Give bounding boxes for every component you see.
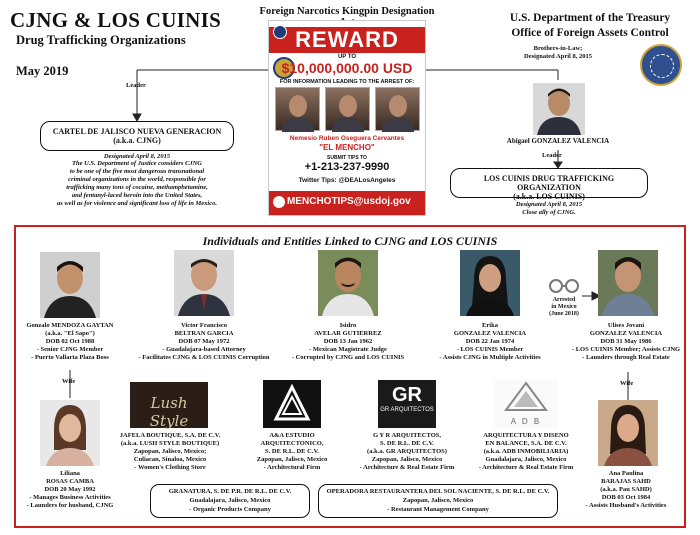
cjng-desc-line: trafficking many tons of cocaine, methamphetamine,	[66, 184, 208, 191]
person-caption-liliana	[0, 470, 140, 510]
brothers-line: Brothers-in-Law;	[533, 45, 583, 52]
agency-name: U.S. Department of the Treasury	[509, 12, 671, 24]
caption-line: S. DE R.L. DE C.V.	[380, 440, 434, 447]
tips-phone: +1-213-237-9990	[304, 161, 390, 173]
caption-line: DOB 02 Oct 1988	[45, 338, 95, 345]
aa-estudio-logo	[263, 380, 321, 428]
los-cuinis-box-alias: (a.k.a. LOS CUINIS)	[513, 192, 585, 201]
designation-act: Foreign Narcotics Kingpin Designation	[259, 6, 435, 17]
handcuffs-icon	[548, 277, 580, 295]
suspect-name: Nemesio Ruben Oseguera Cervantes	[289, 135, 405, 142]
panel-title: Individuals and Entities Linked to CJNG and LOS CUINIS	[202, 234, 498, 248]
box-line: - Organic Products Company	[189, 506, 271, 513]
caption-line: (a.k.a. "El Sapo")	[45, 330, 95, 337]
suspect-photo	[375, 87, 420, 131]
caption-line: - Assists Husband's Activities	[585, 502, 667, 509]
caption-line: (a.k.a. GR ARQUITECTOS)	[367, 448, 447, 455]
tips-twitter: Twitter Tips: @DEALosAngeles	[298, 177, 396, 184]
caption-line: ARQUITECTONICO,	[260, 440, 324, 447]
suspect-photo	[325, 87, 370, 131]
isidro-photo	[318, 250, 378, 316]
caption-line: GONZALEZ VALENCIA	[589, 330, 663, 337]
gr-logo-mark: GR	[392, 384, 422, 406]
person-caption-isidro	[278, 322, 418, 362]
los-cuinis-leader-label: Leader	[542, 152, 562, 159]
caption-line: - Architecture & Real Estate Firm	[359, 464, 455, 471]
person-caption-victor	[134, 322, 274, 362]
los-cuinis-organization-box	[450, 168, 648, 201]
gr-arquitectos-logo	[378, 380, 436, 428]
caption-line: - Guadalajara-based Attorney	[162, 346, 246, 353]
operadora-box	[318, 484, 558, 518]
caption-line: - Puerto Vallarta Plaza Boss	[31, 354, 109, 361]
entity-caption-jafela	[100, 432, 240, 472]
arrested-line: in Mexico	[551, 304, 577, 310]
brothers-line: Designated April 8, 2015	[524, 53, 592, 60]
dea-badge-icon	[273, 25, 287, 39]
caption-line: DOB 13 Jan 1962	[323, 338, 373, 345]
arrested-note	[540, 297, 588, 318]
caption-line: AVELAR GUTIERREZ	[314, 330, 382, 337]
los-cuinis-designation	[450, 201, 648, 217]
entity-caption-adb	[456, 432, 596, 472]
cjng-box-alias: (a.k.a. CJNG)	[113, 136, 161, 145]
adb-logo	[494, 380, 558, 428]
caption-line: A&A ESTUDIO	[269, 432, 315, 439]
caption-line: DOB 20 May 1992	[44, 486, 96, 493]
arrested-line: Arrested	[552, 297, 576, 303]
person-caption-gonzalo	[0, 322, 140, 362]
caption-line: Guadalajara, Jalisco, Mexico	[485, 456, 567, 463]
agency-office: Office of Foreign Assets Control	[511, 27, 669, 39]
caption-line: ROSAS CAMBA	[46, 478, 94, 485]
ana-paulina-photo	[598, 400, 658, 466]
caption-line: GONZALEZ VALENCIA	[453, 330, 527, 337]
caption-line: Zapopan, Jalisco, Mexico;	[133, 448, 207, 455]
cjng-desc-line: The U.S. Department of Justice considers CJNG	[72, 160, 202, 167]
reward-poster	[268, 20, 426, 216]
granatura-box	[150, 484, 310, 518]
box-line: - Restaurant Management Company	[387, 506, 489, 513]
page-date: May 2019	[16, 64, 69, 78]
cjng-leader-label: Leader	[126, 82, 146, 89]
box-line: Guadalajara, Jalisco, Mexico	[189, 497, 271, 504]
erika-photo	[460, 250, 520, 316]
caption-line: - Mexican Magistrate Judge	[309, 346, 387, 353]
los-cuinis-box-name: LOS CUINIS DRUG TRAFFICKING ORGANIZATION	[483, 174, 615, 192]
lush-style-logo	[130, 382, 208, 428]
caption-line: S. DE R.L. DE C.V.	[265, 448, 319, 455]
abigael-name: Abigael GONZALEZ VALENCIA	[506, 137, 610, 145]
person-caption-ulises	[556, 322, 696, 362]
victor-photo	[174, 250, 234, 316]
box-line: Zapopan, Jalisco, Mexico	[402, 497, 474, 504]
box-line: OPERADORA RESTAURANTERA DEL SOL NACIENTE, S. DE R.L. DE C.V.	[326, 488, 550, 495]
gonzalo-photo	[40, 252, 100, 318]
caption-line: - LOS CUINIS Member; Assists CJNG	[571, 346, 681, 353]
abigael-photo	[533, 83, 585, 135]
caption-line: - Corrupted by CJNG and LOS CUINIS	[291, 354, 405, 361]
caption-line: Culiacan, Sinaloa, Mexico	[133, 456, 207, 463]
liliana-photo	[40, 400, 100, 466]
gr-logo-text: GR ARQUITECTOS	[380, 407, 434, 413]
caption-line: ARQUITECTURA Y DISENO	[483, 432, 569, 439]
caption-line: - LOS CUINIS Member	[456, 346, 524, 353]
caption-line: BELTRAN GARCIA	[174, 330, 234, 337]
caption-line: DOB 22 Jan 1974	[465, 338, 515, 345]
los-cuinis-designation-date: Designated April 8, 2015	[515, 201, 583, 208]
caption-line: - Architectural Firm	[263, 464, 321, 471]
reward-up-to: UP TO	[337, 54, 357, 60]
cjng-description	[26, 160, 248, 208]
suspect-alias: "EL MENCHO"	[319, 143, 375, 152]
reward-heading: REWARD	[269, 27, 425, 53]
caption-line: Victor Francisco	[180, 322, 228, 329]
box-line: GRANATURA, S. DE P.R. DE R.L. DE C.V.	[168, 488, 292, 495]
adb-logo-text: A D B	[510, 417, 542, 426]
caption-line: Zapopan, Jalisco, Mexico	[256, 456, 328, 463]
cjng-desc-line: to be one of the five most dangerous transnational	[69, 168, 205, 175]
adb-logo-mark-icon	[494, 380, 558, 412]
caption-line: DOB 31 May 1986	[600, 338, 652, 345]
person-caption-ana-paulina	[556, 470, 696, 510]
caption-line: - Manages Business Activities	[29, 494, 111, 501]
caption-line: Erika	[482, 322, 498, 329]
page-subtitle: Drug Trafficking Organizations	[16, 33, 186, 47]
caption-line: JAFELA BOUTIQUE, S.A. DE C.V.	[119, 432, 221, 439]
cjng-box-name: CARTEL DE JALISCO NUEVA GENERACION	[52, 127, 222, 136]
cjng-designation-date: Designated April 8, 2015	[103, 153, 171, 160]
wife-label: Wife	[620, 380, 634, 387]
caption-line: G Y R ARQUITECTOS,	[372, 432, 442, 439]
lush-style-logo-text: Lush Style	[149, 394, 189, 430]
caption-line: - Launders through Real Estate	[582, 354, 670, 361]
caption-line: Ana Paulina	[608, 470, 644, 477]
cjng-desc-line: and fentanyl-laced heroin into the United States,	[71, 192, 203, 199]
caption-line: Zapopan, Jalisco, Mexico	[371, 456, 443, 463]
caption-line: Isidro	[339, 322, 357, 329]
reward-amount: $10,000,000.00 USD	[281, 60, 413, 76]
cjng-desc-line: as well as for violence and significant loss of life in Mexico.	[57, 200, 217, 207]
caption-line: (a.k.a. LUSH STYLE BOUTIQUE)	[120, 440, 220, 447]
caption-line: Liliana	[60, 470, 80, 477]
caption-line: - Senior CJNG Member	[36, 346, 104, 353]
caption-line: DOB 07 May 1972	[178, 338, 230, 345]
caption-line: (a.k.a. Pau SAHD)	[600, 486, 652, 493]
person-caption-erika	[420, 322, 560, 362]
dea-seal-icon	[273, 196, 285, 208]
caption-line: Gonzalo MENDOZA GAYTAN	[26, 322, 114, 329]
los-cuinis-note: Close ally of CJNG.	[522, 209, 576, 216]
reward-info: FOR INFORMATION LEADING TO THE ARREST OF:	[279, 79, 415, 85]
arrested-line: (June 2018)	[549, 311, 579, 317]
caption-line: EN BALANCE, S.A. DE C.V.	[485, 440, 567, 447]
caption-line: - Facilitates CJNG & LOS CUINIS Corruption	[138, 354, 270, 361]
caption-line: Ulises Jovani	[607, 322, 645, 329]
wife-label: Wife	[62, 378, 76, 385]
caption-line: DOB 03 Oct 1984	[601, 494, 651, 501]
suspect-photo	[275, 87, 320, 131]
brothers-in-law-note	[478, 45, 638, 61]
tips-email-band	[269, 191, 425, 215]
cjng-desc-line: criminal organizations in the world, responsible for	[68, 176, 206, 183]
caption-line: - Women's Clothing Store	[134, 464, 206, 471]
caption-line: - Architecture & Real Estate Firm	[478, 464, 574, 471]
caption-line: - Launders for husband, CJNG	[26, 502, 114, 509]
page-title: CJNG & LOS CUINIS	[10, 8, 222, 32]
cjng-organization-box	[40, 121, 234, 151]
tips-label: SUBMIT TIPS TO	[327, 155, 367, 161]
caption-line: - Assists CJNG in Multiple Activities	[439, 354, 541, 361]
ulises-photo	[598, 250, 658, 316]
caption-line: (a.k.a. ADB INMOBILIARIA)	[483, 448, 569, 455]
caption-line: BARAJAS SAHD	[601, 478, 651, 485]
tips-email: MENCHOTIPS@usdoj.gov	[287, 196, 411, 207]
